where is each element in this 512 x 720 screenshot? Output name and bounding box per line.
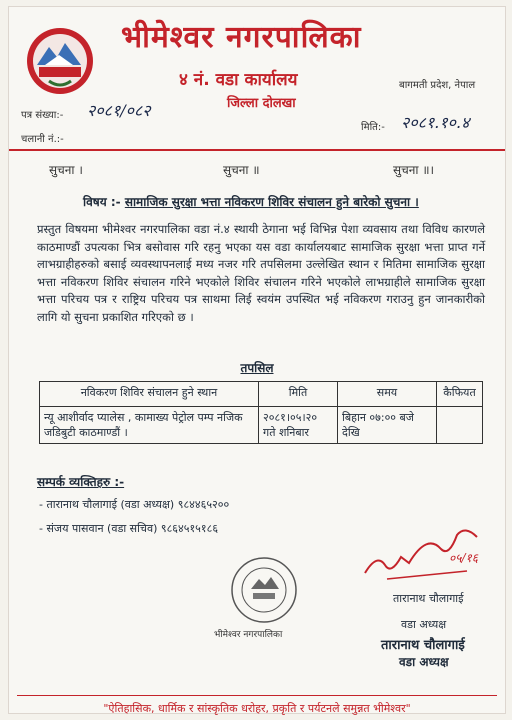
province-label: बागमती प्रदेश, नेपाल xyxy=(399,80,476,91)
signer-name-bold: तारानाथ चौलागाई xyxy=(381,638,465,653)
signature-date: ०५/१६ xyxy=(449,551,479,565)
ward-office-title: ४ नं. वडा कार्यालय xyxy=(179,70,298,90)
seal-caption: भीमेश्वर नगरपालिका xyxy=(214,630,283,640)
table-row xyxy=(40,407,483,444)
letter-page xyxy=(8,6,506,714)
table-cell xyxy=(437,407,483,444)
table-cell: न्यू आशीर्वाद प्यालेस , कामाख्य पेट्रोल पम्प नजिक जडिबुटी काठमाण्डौं । xyxy=(40,407,259,444)
municipality-title: भीमेश्वर नगरपालिका xyxy=(121,20,362,55)
table-header: नविकरण शिविर संचालन हुने स्थान xyxy=(40,382,259,407)
letter-no-value: २०८१/०८२ xyxy=(87,101,151,120)
table-header: समय xyxy=(338,382,437,407)
signer-role: वडा अध्यक्ष xyxy=(401,618,447,631)
subject-text: सामाजिक सुरक्षा भत्ता नविकरण शिविर संचालन हुने बारेको सुचना । xyxy=(124,195,419,209)
tapasil-heading: तपसिल xyxy=(240,361,274,375)
date-value: २०८१.१०.४ xyxy=(401,113,470,132)
table-header: मिति xyxy=(259,382,338,407)
subject-line xyxy=(83,193,419,210)
footer-motto: "ऐतिहासिक, धार्मिक र सांस्कृतिक धरोहर, प्रकृति र पर्यटनले समुन्नत भीमेश्वर" xyxy=(103,702,411,715)
notice-left: सुचना । xyxy=(49,163,83,177)
table-cell: २०८१।०५।२० गते शनिबार xyxy=(259,407,338,444)
signer-name: तारानाथ चौलागाई xyxy=(393,592,464,605)
schedule-table xyxy=(39,381,483,444)
header-divider xyxy=(9,149,505,151)
footer-divider xyxy=(17,695,497,696)
dispatch-no-label: चलानी नं.:- xyxy=(21,134,64,145)
date-label: मिति:- xyxy=(361,122,385,133)
contact-item: - तारानाथ चौलागाई (वडा अध्यक्ष) ९८४४६५२०० xyxy=(39,498,230,511)
table-header: कैफियत xyxy=(437,382,483,407)
body-paragraph: प्रस्तुत विषयमा भीमेश्वर नगरपालिका वडा नं.४ स्थायी ठेगाना भई विभिन्न पेशा व्यवसाय तथा विविध कारणले काठमाण्डौं उपत्यका भित्र बसोवास गरि रहनु भएका यस वडा कार्यालयबाट सामाजिक सुरक्षा भत्ता प्राप्त गर्ने लाभग्राहीहरुको बसाई व्यवस्थापनलाई मध्य नजर गरि तपसिलमा उल्लेखित स्थान र मितिमा सामाजिक सुरक्षा भत्ता नविकरण शिविर संचालन गरिने भएकोले शिविर संचालन गरिने भएकोले लाभग्राहीले सामाजिक सुरक्षा भत्ता परिचय पत्र र राष्ट्रिय परिचय पत्र साथमा लिई स्वयंम उपस्थित भई नविकरण गराउनु हुन जानकारीको लागि यो सुचना प्रकाशित गरिएको छ । xyxy=(37,222,485,324)
notice-right: सुचना ॥। xyxy=(393,163,435,177)
signer-role-bold: वडा अध्यक्ष xyxy=(399,655,449,669)
contacts-heading: सम्पर्क व्यक्तिहरु :- xyxy=(37,475,125,489)
contact-item: - संजय पासवान (वडा सचिव) ९८६४५१५१८६ xyxy=(39,522,219,535)
office-seal-icon xyxy=(229,555,299,625)
notice-center: सुचना ॥ xyxy=(223,163,260,177)
table-header-row xyxy=(40,382,483,407)
letter-no-label: पत्र संख्या:- xyxy=(21,110,64,121)
district-label: जिल्ला दोलखा xyxy=(227,96,296,111)
nepal-emblem-icon xyxy=(23,25,97,97)
table-cell: बिहान ०७:०० बजे देखि xyxy=(338,407,437,444)
subject-label: विषय :- xyxy=(83,195,121,209)
